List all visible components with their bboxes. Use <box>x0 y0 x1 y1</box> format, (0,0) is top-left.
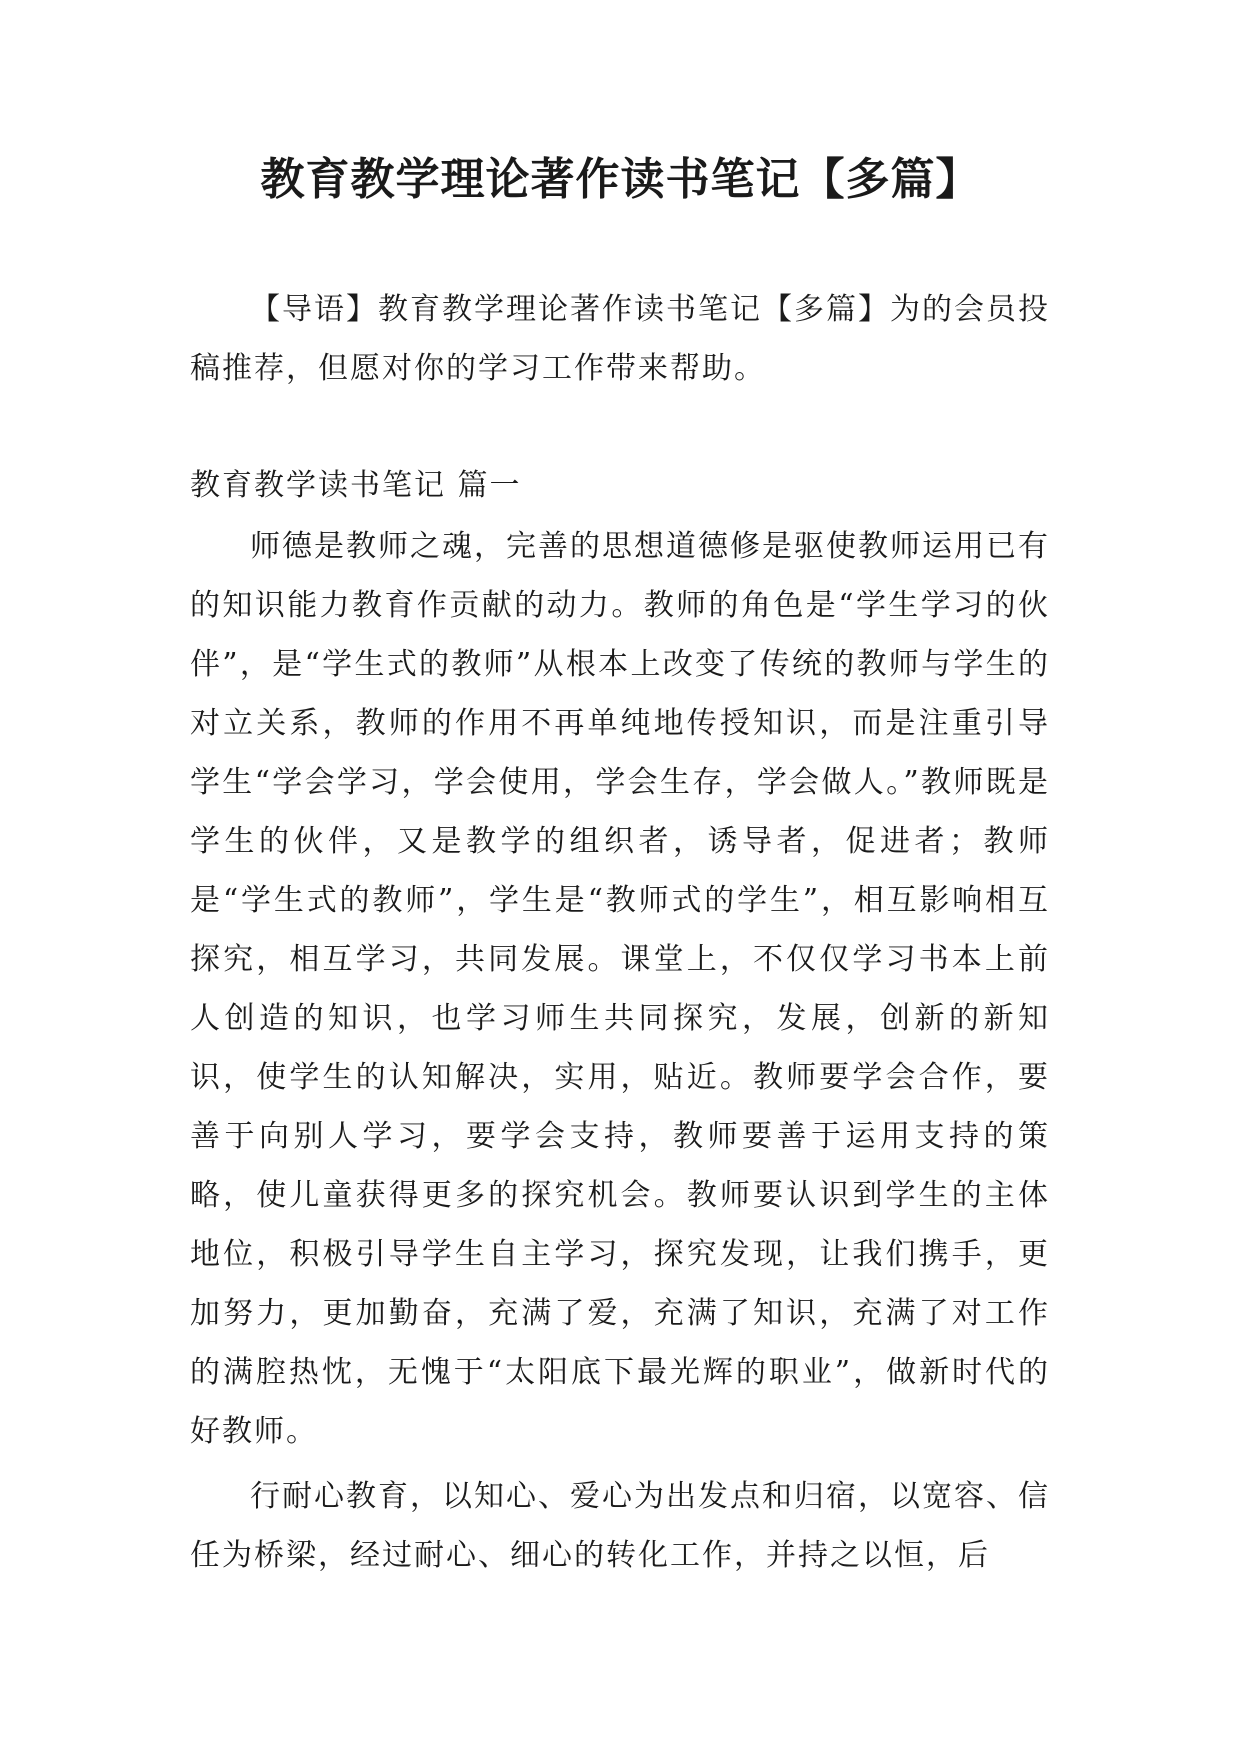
document-title: 教育教学理论著作读书笔记【多篇】 <box>260 154 981 205</box>
lead-paragraph: 【导语】教育教学理论著作读书笔记【多篇】为的会员投稿推荐，但愿对你的学习工作带来帮助。 <box>190 292 1050 386</box>
section-heading: 教育教学读书笔记 篇一 <box>190 468 522 503</box>
body-paragraph: 师德是教师之魂，完善的思想道德修是驱使教师运用已有的知识能力教育作贡献的动力。教师的角色是“学生学习的伙伴”，是“学生式的教师”从根本上改变了传统的教师与学生的对立关系，教师的作用不再单纯地传授知识，而是注重引导学生“学会学习，学会使用，学会生存，学会做人。”教师既是学生的伙伴，又是教学的组织者，诱导者，促进者；教师是“学生式的教师”，学生是“教师式的学生”，相互影响相互探究，相互学习，共同发展。课堂上，不仅仅学习书本上前人创造的知识，也学习师生共同探究，发展，创新的新知识，使学生的认知解决，实用，贴近。教师要学会合作，要善于向别人学习，要学会支持，教师要善于运用支持的策略，使儿童获得更多的探究机会。教师要认识到学生的主体地位，积极引导学生自主学习，探究发现，让我们携手，更加努力，更加勤奋，充满了爱，充满了知识，充满了对工作的满腔热忱，无愧于“太阳底下最光辉的职业”，做新时代的好教师。 <box>190 529 1050 1449</box>
document-body <box>190 280 1050 1585</box>
body-paragraph: 行耐心教育，以知心、爱心为出发点和归宿，以宽容、信任为桥梁，经过耐心、细心的转化工作，并持之以恒，后 <box>190 1479 1050 1573</box>
